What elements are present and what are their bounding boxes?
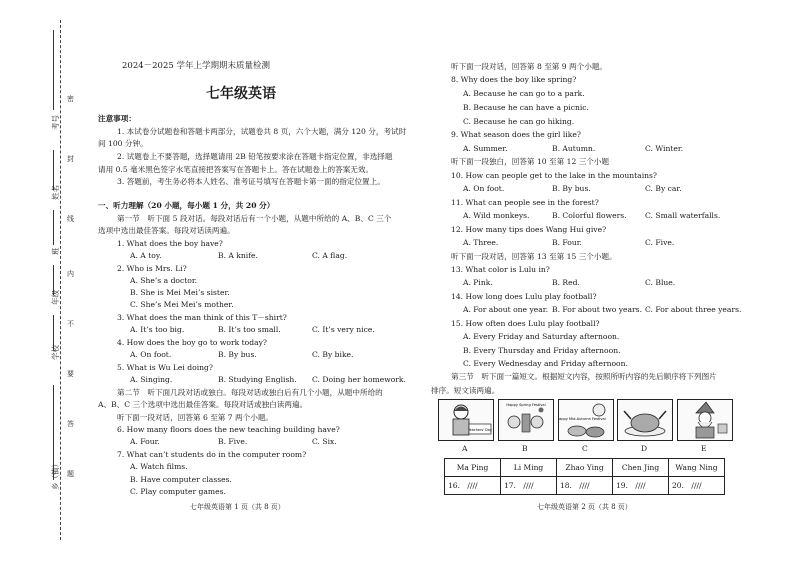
option: B. Every Thursday and Friday afternoon. bbox=[463, 346, 621, 355]
option: A. Summer. bbox=[463, 144, 508, 153]
note-line: 2. 试题卷上不要答题，选择题请用 2B 铅笔按要求涂在答题卡指定位置，非选择题 bbox=[117, 152, 393, 161]
dialog-instruction: 听下面一段对话，回答第 13 至第 15 三个小题。 bbox=[451, 252, 617, 261]
notes-title: 注意事项： bbox=[98, 114, 136, 123]
seal-word: 线 bbox=[67, 215, 74, 223]
option: A. Singing. bbox=[130, 375, 173, 384]
picture-b-spring-festival bbox=[498, 399, 554, 441]
name-blank bbox=[53, 150, 54, 190]
seal-word: 不 bbox=[67, 320, 74, 328]
question: 10. How can people get to the lake in the mountains? bbox=[451, 171, 657, 180]
option: C. Blue. bbox=[645, 278, 676, 287]
option: B. Colorful flowers. bbox=[552, 211, 627, 220]
picture-label: A bbox=[462, 444, 468, 453]
option: A. On foot. bbox=[130, 350, 172, 359]
turkey-icon bbox=[618, 400, 672, 440]
mooncake-icon bbox=[559, 400, 613, 440]
seal-word: 题 bbox=[67, 470, 74, 478]
exam-no-blank bbox=[53, 30, 54, 110]
note-line: 请用 0.5 毫米黑色签字水笔直接把答案写在答题卡上。答在试题卷上的答案无效。 bbox=[98, 165, 374, 174]
exam-no-label: 考号 bbox=[51, 115, 60, 130]
section1-title: 一、听力理解（20 小题，每小题 1 分，共 20 分） bbox=[98, 201, 275, 210]
seal-word: 要 bbox=[67, 370, 74, 378]
option: B. Four. bbox=[552, 238, 582, 247]
question: 5. What is Wu Lei doing? bbox=[117, 363, 213, 372]
teacher-icon bbox=[439, 400, 493, 440]
question: 6. How many floors does the new teaching building have? bbox=[117, 425, 340, 434]
option: B. By bus. bbox=[218, 350, 257, 359]
note-line: 3. 答题前，考生务必将本人姓名、准考证号填写在答题卡第一面的指定位置上。 bbox=[117, 177, 385, 186]
class-label: 班 bbox=[51, 247, 60, 255]
school-label: 学校 bbox=[51, 345, 60, 360]
town-label: 乡（镇） bbox=[51, 460, 60, 490]
option: A. For about one year. bbox=[463, 305, 548, 314]
option: C. A flag. bbox=[312, 251, 348, 260]
exam-title: 2024－2025 学年上学期期末质量检测 bbox=[122, 61, 270, 71]
question: 15. How often does Lulu play football? bbox=[451, 319, 600, 328]
school-blank bbox=[53, 315, 54, 350]
note-line: 间 100 分钟。 bbox=[98, 139, 148, 148]
part3-intro: 第三节 听下面一篇短文。根据短文内容，按照所听内容的先后顺序将下列图片 bbox=[451, 372, 717, 381]
table-name-cell: Zhao Ying bbox=[557, 459, 613, 477]
option: B. Autumn. bbox=[552, 144, 596, 153]
picture-a-teachers-day bbox=[438, 399, 494, 441]
question: 11. What can people see in the forest? bbox=[451, 198, 599, 207]
option: C. Because he can go hiking. bbox=[463, 117, 575, 126]
table-answer-cell: 18. //// bbox=[557, 477, 613, 495]
option: B. Red. bbox=[552, 278, 580, 287]
question: 9. What season does the girl like? bbox=[451, 130, 581, 139]
name-label: 姓名 bbox=[51, 185, 60, 200]
part2-intro: 第二节 听下面几段对话或独白。每段对话或独白后有几个小题，从题中所给的 bbox=[117, 388, 383, 397]
grade-label: 年级 bbox=[51, 290, 60, 305]
table-name-cell: Li Ming bbox=[501, 459, 557, 477]
option: A. Three. bbox=[463, 238, 499, 247]
picture-e-santa bbox=[677, 399, 733, 441]
class-blank bbox=[53, 210, 54, 245]
picture-label: C bbox=[582, 444, 588, 453]
question: 1. What does the boy have? bbox=[117, 239, 223, 248]
option: C. For about three years. bbox=[645, 305, 742, 314]
question: 13. What color is Lulu in? bbox=[451, 265, 550, 274]
option: A. Pink. bbox=[463, 278, 493, 287]
option: B. It’s too small. bbox=[218, 325, 281, 334]
option: C. Every Wednesday and Friday afternoon. bbox=[463, 359, 628, 368]
option: A. On foot. bbox=[463, 184, 505, 193]
picture-label: D bbox=[641, 444, 648, 453]
monologue-instruction: 听下面一段独白，回答第 10 至第 12 三个小题 bbox=[451, 157, 610, 166]
option: A. Every Friday and Saturday afternoon. bbox=[463, 332, 620, 341]
dialog-instruction: 听下面一段对话，回答第 6 至第 7 两个小题。 bbox=[117, 413, 274, 422]
option: C. Five. bbox=[645, 238, 675, 247]
answer-table bbox=[444, 458, 725, 495]
question: 12. How many tips does Wang Hui give? bbox=[451, 225, 607, 234]
option: C. Six. bbox=[312, 437, 337, 446]
question: 8. Why does the boy like spring? bbox=[451, 75, 577, 84]
option: C. By bike. bbox=[312, 350, 354, 359]
option: B. Because he can have a picnic. bbox=[463, 103, 589, 112]
sign-text: Happy Mid-Autumn Festival bbox=[559, 417, 606, 421]
question: 3. What does the man think of this T－shirt? bbox=[117, 313, 287, 322]
option: B. By bus. bbox=[552, 184, 591, 193]
table-name-cell: Wang Ning bbox=[669, 459, 725, 477]
question: 7. What can’t students do in the computer room? bbox=[117, 450, 307, 459]
grade-blank bbox=[53, 265, 54, 295]
option: B. Five. bbox=[218, 437, 248, 446]
seal-word: 内 bbox=[67, 270, 74, 278]
part3-intro: 排序。短文读两遍。 bbox=[431, 386, 500, 395]
table-name-cell: Ma Ping bbox=[445, 459, 501, 477]
option: C. It’s very nice. bbox=[312, 325, 375, 334]
picture-c-mid-autumn bbox=[558, 399, 614, 441]
option: A. She’s a doctor. bbox=[130, 276, 198, 285]
part1-intro: 选项中选出最佳答案。每段对话读两遍。 bbox=[98, 226, 235, 235]
table-answer-cell: 16. //// bbox=[445, 477, 501, 495]
option: C. Small waterfalls. bbox=[645, 211, 721, 220]
page-footer-right: 七年级英语第 2 页（共 8 页） bbox=[537, 503, 632, 511]
picture-label: E bbox=[701, 444, 707, 453]
option: C. By car. bbox=[645, 184, 682, 193]
option: C. She’s Mei Mei’s mother. bbox=[130, 300, 234, 309]
option: B. A knife. bbox=[218, 251, 258, 260]
option: A. Four. bbox=[130, 437, 160, 446]
santa-icon bbox=[678, 400, 732, 440]
question: 4. How does the boy go to work today? bbox=[117, 338, 267, 347]
option: B. For about two years. bbox=[552, 305, 642, 314]
spring-festival-icon bbox=[499, 400, 553, 440]
note-line: 1. 本试卷分试题卷和答题卡两部分，试题卷共 8 页，六个大题，满分 120 分，考试时 bbox=[117, 127, 407, 136]
part1-intro: 第一节 听下面 5 段对话。每段对话后有一个小题，从题中所给的 A、B、C 三个 bbox=[117, 214, 392, 223]
option: B. She is Mei Mei’s sister. bbox=[130, 288, 230, 297]
sign-text: Teachers' Day bbox=[468, 428, 492, 432]
seal-word: 密 bbox=[67, 95, 74, 103]
question: 2. Who is Mrs. Li? bbox=[117, 264, 187, 273]
town-blank bbox=[53, 385, 54, 480]
table-answer-cell: 17. //// bbox=[501, 477, 557, 495]
option: B. Have computer classes. bbox=[130, 475, 232, 484]
option: A. Watch films. bbox=[130, 462, 188, 471]
option: C. Play computer games. bbox=[130, 487, 226, 496]
option: C. Doing her homework. bbox=[312, 375, 406, 384]
picture-label: B bbox=[522, 444, 528, 453]
option: A. Wild monkeys. bbox=[463, 211, 530, 220]
dialog-instruction: 听下面一段对话，回答第 8 至第 9 两个小题。 bbox=[451, 62, 608, 71]
subject-title: 七年级英语 bbox=[206, 86, 276, 102]
seal-word: 封 bbox=[67, 155, 74, 163]
question: 14. How long does Lulu play football? bbox=[451, 292, 597, 301]
table-answer-cell: 19. //// bbox=[613, 477, 669, 495]
option: B. Studying English. bbox=[218, 375, 297, 384]
option: A. It’s too big. bbox=[130, 325, 185, 334]
part2-intro: A、B、C 三个选项中选出最佳答案。每段对话或独白读两遍。 bbox=[98, 400, 308, 409]
page-footer-left: 七年级英语第 1 页（共 8 页） bbox=[190, 503, 285, 511]
seal-word: 答 bbox=[67, 420, 74, 428]
sign-text: Happy Spring Festival bbox=[506, 403, 546, 407]
table-answer-cell: 20. //// bbox=[669, 477, 725, 495]
option: C. Winter. bbox=[645, 144, 684, 153]
option: A. Because he can go to a park. bbox=[463, 89, 585, 98]
option: A. A toy. bbox=[130, 251, 162, 260]
picture-d-turkey bbox=[617, 399, 673, 441]
table-name-cell: Chen Jing bbox=[613, 459, 669, 477]
